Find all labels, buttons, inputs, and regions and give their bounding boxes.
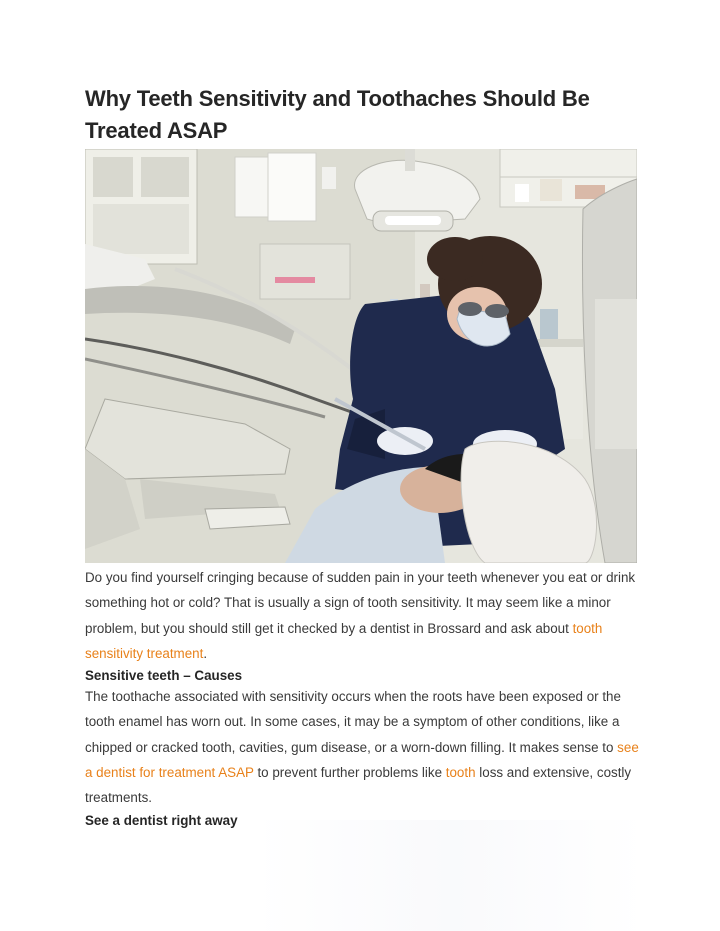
causes-text: The toothache associated with sensitivity occurs when the roots have been exposed or the tooth enamel has worn out. In some cases, it may be a symptom of other conditions, like a chipped or cracked tooth, cavities, gum disease, or a worn-down filling. It makes sense to: [85, 689, 621, 755]
tooth-sensitivity-treatment-link[interactable]: tooth sensitivity treatment: [85, 620, 603, 661]
tooth-link[interactable]: tooth: [445, 765, 476, 781]
see-dentist-heading: See a dentist right away: [85, 812, 238, 828]
article-body: [85, 565, 645, 829]
background-fade: [255, 820, 645, 931]
dentist-photo: [85, 149, 637, 563]
article-title: Why Teeth Sensitivity and Toothaches Should Be Treated ASAP: [85, 86, 590, 143]
causes-heading: Sensitive teeth – Causes: [85, 668, 243, 684]
intro-text-end: .: [203, 645, 208, 661]
causes-text-middle: to prevent further problems like: [253, 765, 446, 781]
causes-paragraph: [85, 684, 645, 810]
see-dentist-link[interactable]: see a dentist for treatment ASAP: [85, 739, 639, 781]
intro-text: Do you find yourself cringing because of sudden pain in your teeth whenever you eat or drink something hot or cold? That is usually a sign of tooth sensitivity. It may seem like a minor problem, but you should still get it checked by a dentist in Brossard and ask about: [85, 570, 636, 636]
intro-paragraph: [85, 565, 645, 666]
article-photo: [85, 149, 637, 563]
causes-text-end: loss and extensive, costly treatments.: [85, 765, 632, 806]
